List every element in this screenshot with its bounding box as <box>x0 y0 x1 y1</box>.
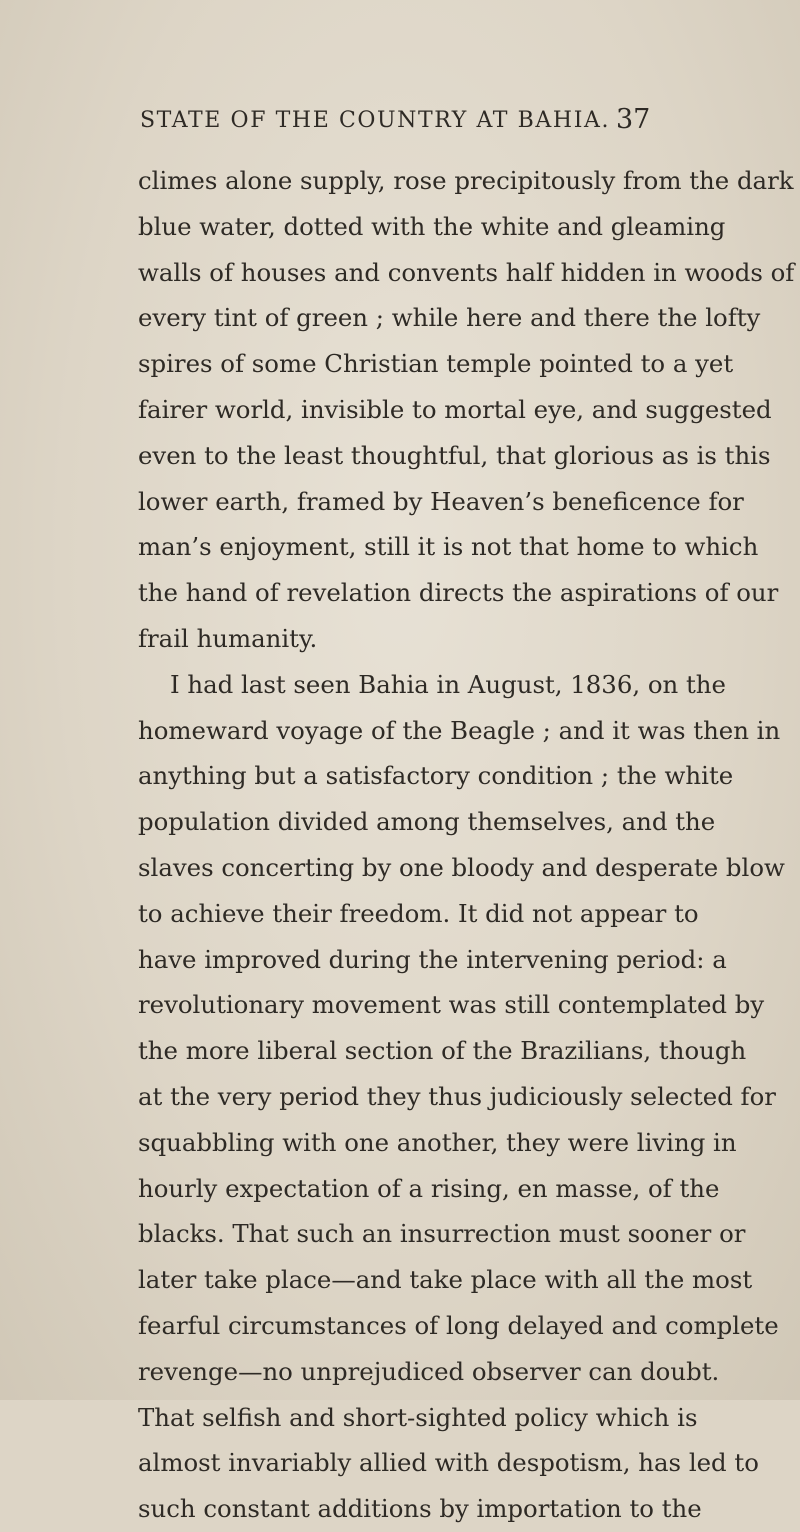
text-line: blue water, dotted with the white and gleaming <box>138 211 726 241</box>
text-line: homeward voyage of the Beagle ; and it was then in <box>138 715 781 745</box>
text-line: squabbling with one another, they were living in <box>138 1127 737 1157</box>
text-line: walls of houses and convents half hidden in woods of <box>138 257 795 287</box>
text-line: at the very period they thus judiciously selected for <box>138 1081 776 1111</box>
text-line: fairer world, invisible to mortal eye, and suggested <box>138 394 772 424</box>
body-text <box>138 158 795 1532</box>
text-line: hourly expectation of a rising, en masse, of the <box>138 1173 720 1203</box>
text-line: blacks. That such an insurrection must sooner or <box>138 1219 746 1249</box>
text-line: population divided among themselves, and the <box>138 807 716 837</box>
text-line: spires of some Christian temple pointed to a yet <box>138 349 734 379</box>
text-line: revenge—no unprejudiced observer can doubt. <box>138 1356 720 1386</box>
text-line: almost invariably allied with despotism, has led to <box>138 1448 759 1478</box>
text-line: the hand of revelation directs the aspirations of our <box>138 578 779 608</box>
text-line: revolutionary movement was still contemplated by <box>138 990 765 1020</box>
text-line: That selfish and short-sighted policy which is <box>138 1402 698 1432</box>
text-line: have improved during the intervening period: a <box>138 944 727 974</box>
text-line: lower earth, framed by Heaven’s beneficence for <box>138 486 744 516</box>
text-line: such constant additions by importation to the <box>138 1494 702 1524</box>
text-line: frail humanity. <box>138 623 318 653</box>
text-line: anything but a satisfactory condition ; the white <box>138 761 734 791</box>
text-line: man’s enjoyment, still it is not that home to which <box>138 532 759 562</box>
page-number: 37 <box>616 104 651 135</box>
text-line: even to the least thoughtful, that glorious as is this <box>138 440 771 470</box>
text-line: fearful circumstances of long delayed and complete <box>138 1310 779 1340</box>
text-line: to achieve their freedom. It did not appear to <box>138 898 699 928</box>
text-line: the more liberal section of the Brazilians, though <box>138 1036 747 1066</box>
text-line: climes alone supply, rose precipitously from the dark <box>138 166 794 195</box>
text-line: I had last seen Bahia in August, 1836, on the <box>170 669 726 699</box>
text-line: slaves concerting by one bloody and desperate blow <box>138 852 785 882</box>
text-line: later take place—and take place with all the most <box>138 1265 753 1295</box>
text-line: every tint of green ; while here and there the lofty <box>138 303 761 333</box>
running-head: STATE OF THE COUNTRY AT BAHIA. <box>140 108 611 133</box>
